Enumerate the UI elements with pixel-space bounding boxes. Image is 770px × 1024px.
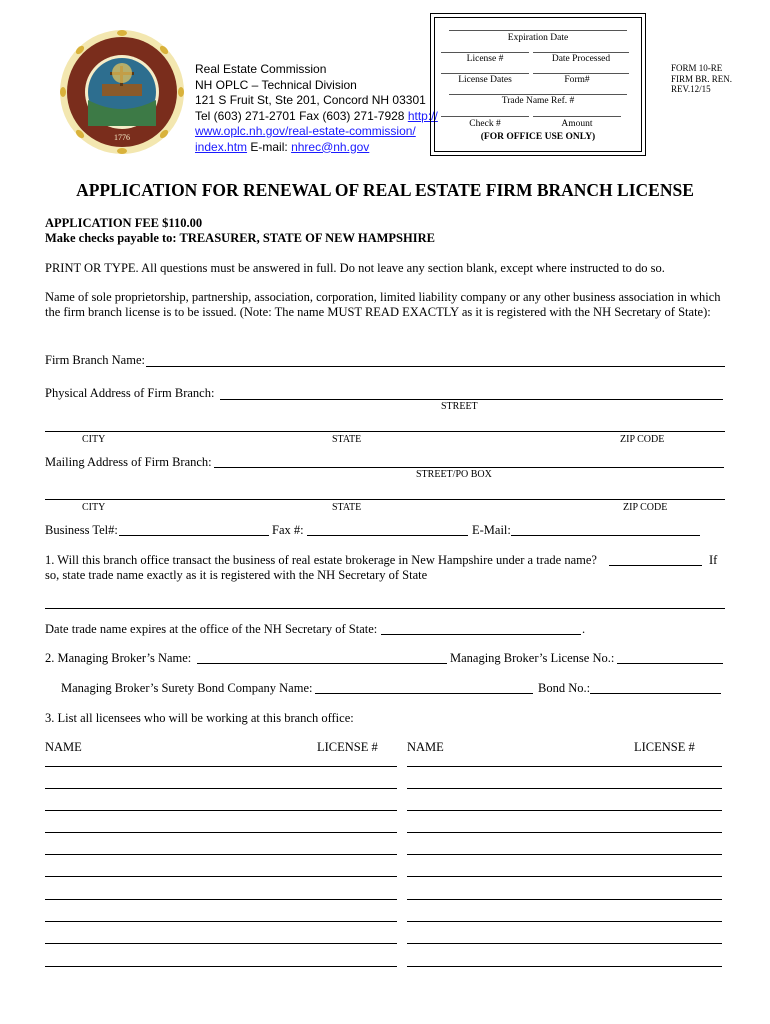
q3-text: 3. List all licensees who will be working at this branch office: — [45, 711, 354, 725]
licensee-entry-line[interactable] — [407, 832, 722, 833]
website-link[interactable]: http:// — [407, 108, 438, 123]
licensee-entry-line[interactable] — [407, 766, 722, 767]
state-caption: STATE — [332, 434, 362, 445]
period: . — [582, 622, 586, 636]
license-dates-label: License Dates — [458, 75, 512, 85]
seal-icon — [58, 28, 186, 156]
trade-name-expires-field[interactable] — [381, 634, 581, 635]
licensee-entry-line[interactable] — [45, 943, 397, 944]
licensee-entry-line[interactable] — [407, 854, 722, 855]
office-use-box — [430, 13, 646, 156]
website-link[interactable]: index.htm — [195, 139, 248, 154]
instructions: PRINT OR TYPE. All questions must be answered in full. Do not leave any section blank, except where instructed to do so. — [45, 261, 665, 275]
name-column-header: NAME — [407, 740, 444, 754]
zip-caption: ZIP CODE — [620, 434, 665, 445]
state-seal — [58, 28, 186, 156]
trade-name-field[interactable] — [45, 608, 725, 609]
amount-label: Amount — [561, 119, 593, 129]
managing-broker-name-label: 2. Managing Broker’s Name: — [45, 651, 192, 665]
agency-line: Tel (603) 271-2701 Fax (603) 271-7928 — [195, 108, 405, 123]
licensee-entry-line[interactable] — [45, 921, 397, 922]
licensee-entry-line[interactable] — [407, 810, 722, 811]
name-column-header: NAME — [45, 740, 82, 754]
licensee-entry-line[interactable] — [45, 876, 397, 877]
managing-broker-name-field[interactable] — [197, 663, 447, 664]
licensee-entry-line[interactable] — [45, 854, 397, 855]
name-instructions: Name of sole proprietorship, partnership, association, corporation, limited liability company or any other business association in which the firm branch license is to be issued. (Note: The name MUST READ EXACTLY as it is registered with the NH Secretary of State): — [45, 290, 721, 319]
licensee-entry-line[interactable] — [45, 899, 397, 900]
email-label: E-mail: — [250, 139, 288, 154]
payable-to: Make checks payable to: TREASURER, STATE OF NEW HAMPSHIRE — [45, 231, 435, 245]
bond-no-field[interactable] — [590, 693, 721, 694]
licensee-entry-line[interactable] — [407, 966, 722, 967]
business-tel-label: Business Tel#: — [45, 523, 118, 537]
agency-line: NH OPLC – Technical Division — [195, 77, 357, 92]
trade-name-yes-no-field[interactable] — [609, 565, 702, 566]
firm-branch-name-field[interactable] — [146, 366, 725, 367]
application-fee: APPLICATION FEE $110.00 — [45, 216, 203, 230]
zip-caption: ZIP CODE — [623, 502, 668, 513]
svg-text:1776: 1776 — [114, 133, 130, 142]
license-column-header: LICENSE # — [634, 740, 695, 754]
form-id-line: FORM 10-RE — [671, 63, 723, 73]
website-link[interactable]: www.oplc.nh.gov/real-estate-commission/ — [195, 124, 416, 138]
trade-name-ref-label: Trade Name Ref. # — [501, 96, 575, 106]
licensee-entry-line[interactable] — [407, 921, 722, 922]
business-tel-field[interactable] — [119, 535, 269, 536]
city-caption: CITY — [82, 434, 106, 445]
physical-address-label: Physical Address of Firm Branch: — [45, 386, 215, 400]
licensee-entry-line[interactable] — [407, 788, 722, 789]
surety-bond-company-label: Managing Broker’s Surety Bond Company Name: — [61, 681, 313, 695]
mailing-street-field[interactable] — [214, 467, 724, 468]
licensee-entry-line[interactable] — [45, 966, 397, 967]
license-column-header: LICENSE # — [317, 740, 378, 754]
fax-field[interactable] — [307, 535, 468, 536]
licensee-entry-line[interactable] — [45, 766, 397, 767]
licensee-entry-line[interactable] — [45, 788, 397, 789]
agency-line: Real Estate Commission — [195, 62, 327, 76]
date-processed-label: Date Processed — [551, 54, 611, 64]
licensee-entry-line[interactable] — [45, 832, 397, 833]
agency-info — [195, 62, 438, 155]
license-no-label: License # — [466, 54, 504, 64]
form-id — [671, 63, 732, 95]
street-po-caption: STREET/PO BOX — [416, 469, 492, 480]
physical-street-field[interactable] — [220, 399, 723, 400]
licensee-entry-line[interactable] — [407, 943, 722, 944]
email-link[interactable]: nhrec@nh.gov — [291, 139, 370, 154]
licensee-entry-line[interactable] — [45, 810, 397, 811]
q1-if: If — [709, 553, 718, 567]
check-no-label: Check # — [469, 119, 501, 129]
expiration-date-label: Expiration Date — [507, 33, 569, 43]
q1-text: 1. Will this branch office transact the business of real estate brokerage in New Hampshire under a trade name? — [45, 553, 597, 567]
surety-bond-company-field[interactable] — [315, 693, 533, 694]
city-caption: CITY — [82, 502, 106, 513]
licensee-entry-line[interactable] — [407, 876, 722, 877]
agency-line: 121 S Fruit St, Ste 201, Concord NH 03301 — [195, 93, 426, 107]
mailing-city-state-zip-field[interactable] — [45, 499, 725, 500]
licensee-entry-line[interactable] — [407, 899, 722, 900]
firm-branch-name-label: Firm Branch Name: — [45, 353, 145, 367]
street-caption: STREET — [441, 401, 478, 412]
form-no-label: Form# — [564, 75, 590, 85]
page-title: APPLICATION FOR RENEWAL OF REAL ESTATE FIRM BRANCH LICENSE — [76, 180, 694, 200]
managing-broker-license-label: Managing Broker’s License No.: — [450, 651, 615, 665]
state-caption: STATE — [332, 502, 362, 513]
physical-city-state-zip-field[interactable] — [45, 431, 725, 432]
office-use-label: (FOR OFFICE USE ONLY) — [480, 132, 596, 142]
form-id-line: REV.12/15 — [671, 84, 711, 94]
email-field[interactable] — [511, 535, 700, 536]
fax-label: Fax #: — [272, 523, 304, 537]
trade-name-expires-label: Date trade name expires at the office of the NH Secretary of State: — [45, 622, 378, 636]
bond-no-label: Bond No.: — [538, 681, 591, 695]
form-id-line: FIRM BR. REN. — [671, 73, 733, 84]
managing-broker-license-field[interactable] — [617, 663, 723, 664]
mailing-address-label: Mailing Address of Firm Branch: — [45, 455, 212, 469]
q1-text-b: so, state trade name exactly as it is registered with the NH Secretary of State — [45, 568, 428, 582]
email-field-label: E-Mail: — [472, 523, 511, 537]
